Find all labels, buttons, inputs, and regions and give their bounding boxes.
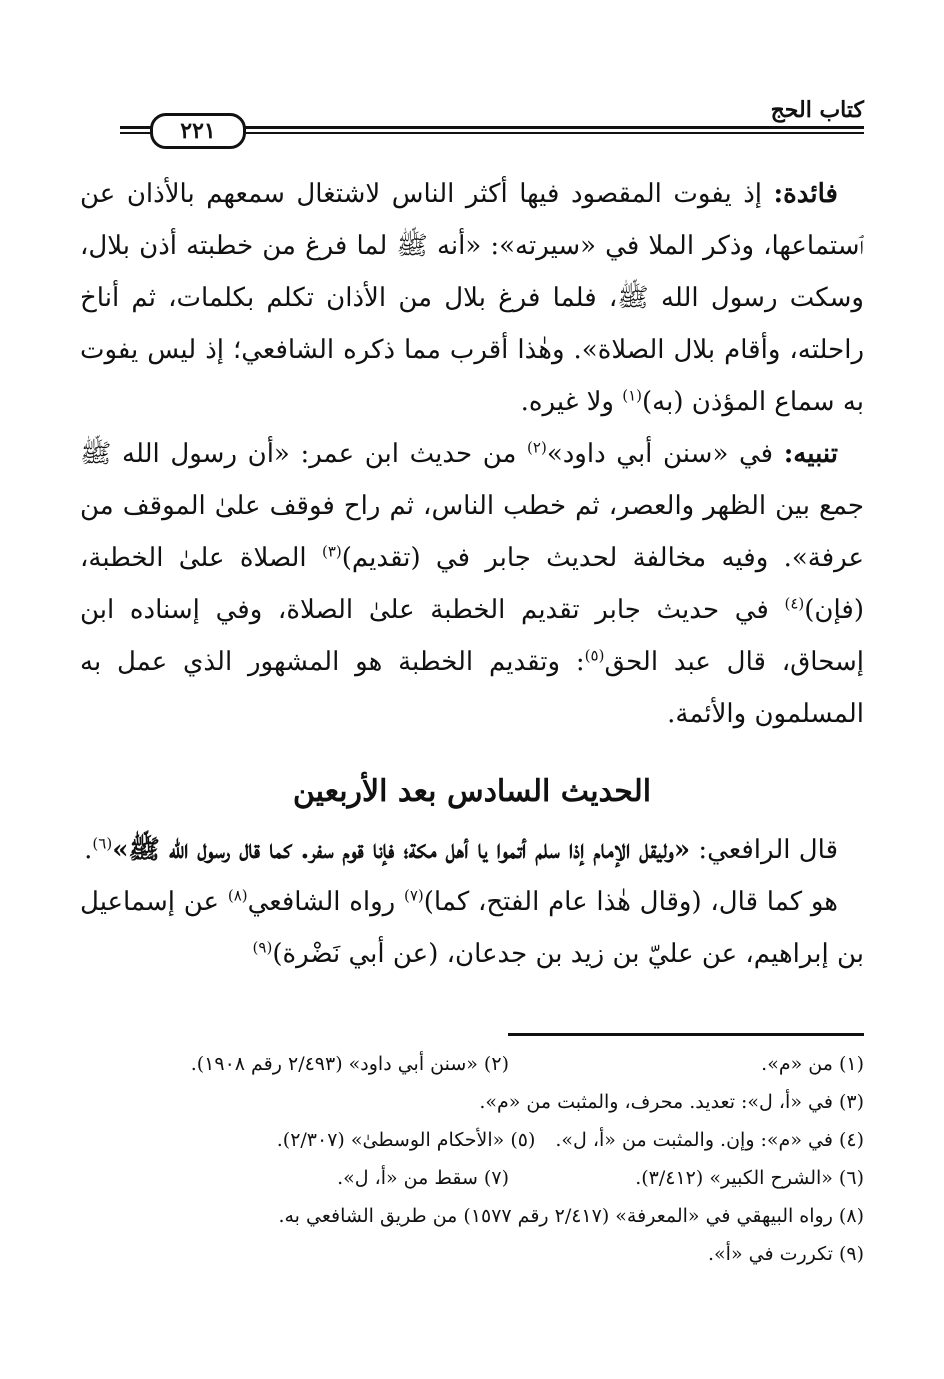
footnote-5: (٥) «الأحكام الوسطىٰ» (٢/٣٠٧). — [276, 1129, 536, 1151]
paragraph-text: في «سنن أبي داود» — [546, 439, 784, 469]
footnote-4: (٤) في «م»: وإن. والمثبت من «أ، ل». — [555, 1129, 864, 1151]
paragraph-text: إذ يفوت المقصود فيها أكثر الناس لاشتغال سمعهم بالأذان عن ٱستماعها، وذكر الملا في «سيرته»: «أنه ﷺ لما فرغ من خطبته أذن بلال، وسكت رسول الله ﷺ، فلما فرغ بلال من الأذان تكلم بكلمات، ثم أناخ راحلته، وأقام بلال الصلاة». وهٰذا أقرب مما ذكره الشافعي؛ إذ ليس يفوت به سماع المؤذن (به) — [80, 179, 864, 417]
paragraph-text: هو كما قال، (وقال هٰذا عام الفتح، كما) — [423, 887, 838, 917]
main-text — [80, 168, 864, 980]
paragraph-fa-ida — [80, 168, 864, 428]
footnote-1: (١) من «م». — [761, 1053, 864, 1075]
hadith-quote: «وليقل الإمام إذا سلم أتموا يا أهل مكة؛ فإنا قوم سفر. كما قال رسول الله ﷺ» — [112, 835, 691, 865]
footnote-ref[interactable]: (٦) — [92, 834, 113, 853]
paragraph-text: ولا غيره. — [520, 387, 623, 417]
footnote-ref[interactable]: (٩) — [252, 938, 273, 957]
paragraph-text: . — [84, 835, 93, 865]
footnote-ref[interactable]: (٨) — [227, 886, 248, 905]
footnote-2: (٢) «سنن أبي داود» (٢/٤٩٣ رقم ١٩٠٨). — [190, 1053, 509, 1075]
paragraph-label: تنبيه: — [783, 439, 838, 469]
footnote-row — [80, 1121, 864, 1159]
footnote-row — [80, 1159, 864, 1197]
page-header — [120, 95, 864, 145]
paragraph-text: من حديث ابن عمر: «أن رسول الله ﷺ جمع بين الظهر والعصر، ثم خطب الناس، ثم راح فوقف علىٰ الموقف من عرفة». وفيه مخالفة لحديث جابر في (تقديم) — [80, 439, 864, 573]
footnote-9: (٩) تكررت في «أ». — [708, 1243, 864, 1265]
footnote-ref[interactable]: (٢) — [527, 438, 547, 457]
footnote-7: (٧) سقط من «أ، ل». — [337, 1167, 509, 1189]
paragraph-text: في حديث جابر تقديم الخطبة علىٰ الصلاة، وفي إسناده ابن إسحاق، قال عبد الحق — [80, 595, 865, 677]
footnote-ref[interactable]: (١) — [622, 386, 643, 405]
page-number: ٢٢١ — [150, 113, 246, 149]
paragraph-text: الصلاة علىٰ الخطبة، (فإن) — [80, 543, 864, 625]
footnote-8: (٨) رواه البيهقي في «المعرفة» (٢/٤١٧ رقم ١٥٧٧) من طريق الشافعي به. — [278, 1205, 864, 1227]
paragraph-text: رواه الشافعي — [247, 887, 404, 917]
section-heading: الحديث السادس بعد الأربعين — [292, 774, 652, 809]
footnote-ref[interactable]: (٣) — [321, 542, 342, 561]
footnote-6: (٦) «الشرح الكبير» (٣/٤١٢). — [635, 1167, 864, 1189]
footnotes — [80, 1045, 864, 1273]
paragraph-hadith — [80, 824, 864, 876]
paragraph-tanbih — [80, 428, 864, 740]
footnote-3: (٣) في «أ، ل»: تعديد. محرف، والمثبت من «م». — [479, 1091, 864, 1113]
footnote-separator — [508, 1033, 864, 1036]
paragraph-label: فائدة: — [773, 179, 838, 209]
paragraph-commentary — [80, 876, 864, 980]
chapter-title: كتاب الحج — [770, 97, 864, 123]
paragraph-text: : وتقديم الخطبة هو المشهور الذي عمل به المسلمون والأئمة. — [80, 647, 864, 729]
paragraph-text: عن إسماعيل بن إبراهيم، عن عليّ بن زيد بن جدعان، (عن أبي نَضْرة) — [80, 887, 864, 969]
footnote-ref[interactable]: (٧) — [403, 886, 424, 905]
paragraph-text: قال الرافعي: — [690, 835, 838, 865]
footnote-row — [80, 1045, 864, 1083]
footnote-ref[interactable]: (٤) — [784, 594, 805, 613]
footnote-ref[interactable]: (٥) — [584, 646, 605, 665]
